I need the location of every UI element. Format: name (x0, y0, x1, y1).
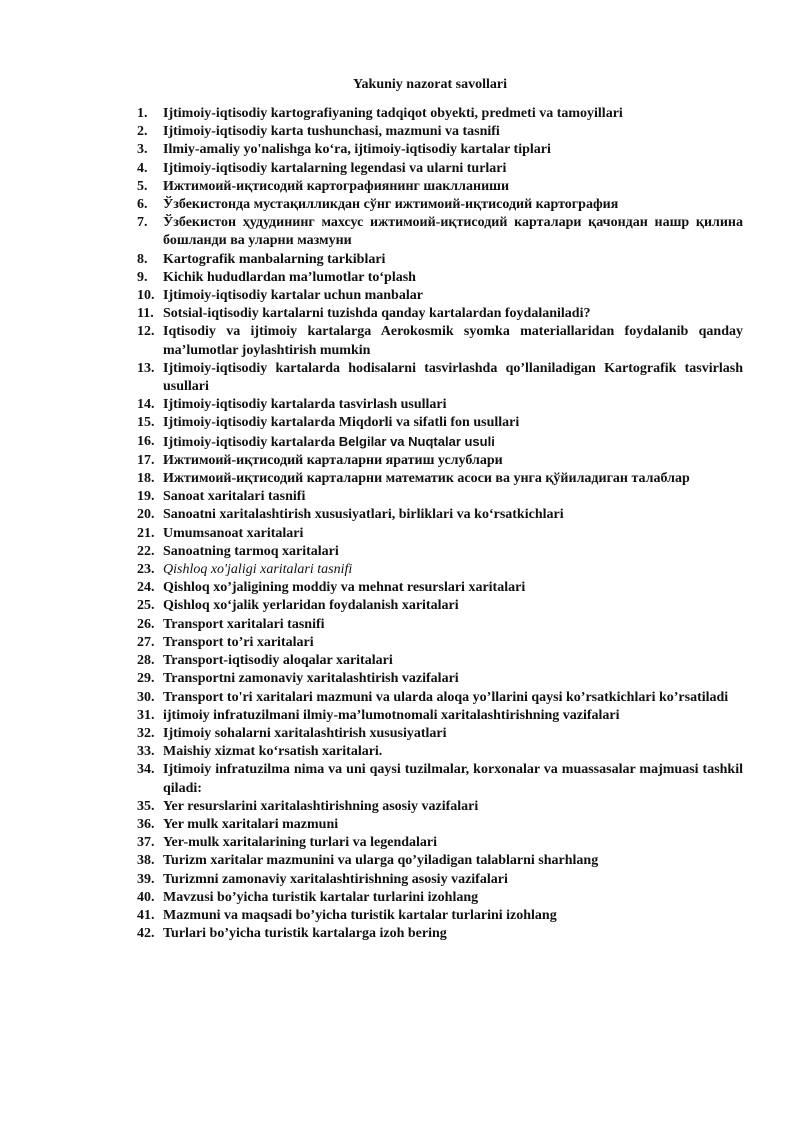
question-text-main: Ижтимоий-иқтисодий карталарни математик асоси ва унга қўйиладиган талаблар (163, 471, 690, 487)
question-text-main: Ijtimoiy-iqtisodiy kartalarda hodisalarni tasvirlashda qo’llaniladigan Kartografik tasvirlash usullari (163, 360, 743, 395)
question-number: 24. (137, 580, 155, 596)
question-number: 36. (137, 816, 155, 832)
question-number: 8. (137, 251, 148, 267)
question-text (163, 761, 743, 797)
question-number: 1. (137, 106, 148, 121)
question-number: 7. (137, 215, 148, 231)
list-item (137, 160, 743, 178)
question-text (163, 707, 743, 725)
question-text (163, 561, 743, 579)
list-item (137, 196, 743, 214)
question-text-main: Ijtimoiy-iqtisodiy kartalarda tasvirlash usullari (163, 397, 447, 413)
question-number: 16. (137, 433, 155, 449)
list-item (137, 725, 743, 743)
list-item (137, 652, 743, 670)
question-text-main: Maishiy xizmat ko‘rsatish xaritalari. (163, 744, 383, 760)
question-text-main: Ijtimoiy-iqtisodiy kartalarning legendasi va ularni turlari (163, 160, 507, 176)
page-title: Yakuniy nazorat savollari (352, 77, 507, 92)
question-text-main: Kichik hududlardan ma’lumotlar to‘plash (163, 269, 416, 285)
list-item (137, 269, 743, 287)
question-text-main: Sotsial-iqtisodiy kartalarni tuzishda qanday kartalardan foydalaniladi? (163, 306, 591, 322)
question-number: 31. (137, 707, 155, 723)
question-number: 9. (137, 269, 148, 285)
question-number: 2. (137, 124, 148, 140)
question-text (163, 287, 743, 305)
question-number: 37. (137, 835, 155, 851)
question-number: 23. (137, 562, 155, 578)
question-text-main: Yer resurslarini xaritalashtirishning asosiy vazifalari (163, 798, 479, 814)
question-text-main: Turlari bo’yicha turistik kartalarga izoh bering (163, 926, 447, 942)
question-text (163, 141, 743, 159)
list-item (137, 852, 743, 870)
list-item (137, 579, 743, 597)
question-text-main: Transportni zamonaviy xaritalashtirish vazifalari (163, 671, 459, 687)
question-text-main: Transport to’ri xaritalari (163, 634, 314, 650)
question-number: 12. (137, 324, 155, 340)
list-item (137, 396, 743, 414)
question-number: 14. (137, 397, 155, 413)
question-number: 22. (137, 543, 155, 559)
question-number: 29. (137, 671, 155, 687)
list-item (137, 616, 743, 634)
question-number: 4. (137, 160, 148, 176)
question-text (163, 506, 743, 524)
question-text-main: Ijtimoiy sohalarni xaritalashtirish xususiyatlari (163, 725, 447, 741)
question-text (163, 160, 743, 178)
question-number: 25. (137, 598, 155, 614)
question-text (163, 689, 743, 707)
question-text (163, 907, 743, 925)
list-item (137, 214, 743, 250)
question-text (163, 433, 743, 452)
question-text-main: Yer-mulk xaritalarining turlari va legendalari (163, 835, 438, 851)
question-text (163, 616, 743, 634)
list-item (137, 305, 743, 323)
question-text (163, 525, 743, 543)
question-text-main: Sanoatning tarmoq xaritalari (163, 543, 339, 559)
question-number: 17. (137, 452, 155, 468)
list-item (137, 634, 743, 652)
question-text (163, 798, 743, 816)
question-text (163, 360, 743, 396)
list-item (137, 287, 743, 305)
list-item (137, 925, 743, 943)
question-text-main: Ижтимоий-иқтисодий картографиянинг шаклланиши (163, 178, 510, 194)
question-text (163, 178, 743, 196)
question-text-main: Yer mulk xaritalari mazmuni (163, 816, 339, 832)
list-item (137, 506, 743, 524)
question-number: 11. (137, 306, 154, 322)
question-text-main: ijtimoiy infratuzilmani ilmiy-ma’lumotnomali xaritalashtirishning vazifalari (163, 707, 620, 723)
question-number: 20. (137, 507, 155, 523)
question-text-main: Kartografik manbalarning tarkiblari (163, 251, 386, 267)
question-text-main: Iqtisodiy va ijtimoiy kartalarga Aerokosmik syomka materiallaridan foydalanib qanday ma’lumotlar joylashtirish mumkin (163, 324, 743, 358)
question-number: 5. (137, 178, 148, 194)
list-item (137, 141, 743, 159)
question-number: 15. (137, 415, 155, 431)
question-text (163, 871, 743, 889)
question-text (163, 670, 743, 688)
list-item (137, 178, 743, 196)
list-item (137, 907, 743, 925)
question-text-main: Transport to'ri xaritalari mazmuni va ularda aloqa yo’llarini qaysi ko’rsatkichlari ko’rsatiladi (163, 689, 729, 705)
question-text-main: Turizmni zamonaviy xaritalashtirishning asosiy vazifalari (163, 871, 508, 887)
question-number: 35. (137, 798, 155, 814)
question-number: 26. (137, 616, 155, 632)
question-text-main: Ijtimoiy infratuzilma nima va uni qaysi tuzilmalar, korxonalar va muassasalar majmuasi tashkil qiladi: (163, 762, 743, 796)
question-number: 33. (137, 744, 155, 760)
list-item (137, 251, 743, 269)
question-text (163, 452, 743, 470)
question-text (163, 251, 743, 269)
question-text (163, 323, 743, 359)
question-text (163, 852, 743, 870)
question-text (163, 269, 743, 287)
list-item (137, 123, 743, 141)
question-number: 34. (137, 762, 155, 778)
question-number: 21. (137, 525, 155, 541)
list-item (137, 707, 743, 725)
question-text (163, 597, 743, 615)
questions-list (137, 105, 743, 943)
question-number: 32. (137, 725, 155, 741)
list-item (137, 470, 743, 488)
question-number: 38. (137, 853, 155, 869)
list-item (137, 433, 743, 452)
question-number: 42. (137, 926, 155, 942)
question-text (163, 105, 743, 123)
question-number: 30. (137, 689, 155, 705)
list-item (137, 597, 743, 615)
question-text (163, 889, 743, 907)
question-text (163, 414, 743, 432)
list-item (137, 561, 743, 579)
question-text (163, 725, 743, 743)
list-item (137, 743, 743, 761)
question-text (163, 123, 743, 141)
question-text-main: Turizm xaritalar mazmunini va ularga qo’yiladigan talablarni sharhlang (163, 853, 599, 869)
question-number: 13. (137, 360, 155, 376)
list-item (137, 452, 743, 470)
question-text-main: Qishloq xo‘jalik yerlaridan foydalanish xaritalari (163, 598, 459, 614)
question-text (163, 652, 743, 670)
list-item (137, 543, 743, 561)
question-text (163, 634, 743, 652)
question-text-main: Qishloq xo'jaligi xaritalari tasnifi (163, 562, 353, 578)
question-text (163, 579, 743, 597)
list-item (137, 816, 743, 834)
question-text-main: Ijtimoiy-iqtisodiy kartalar uchun manbalar (163, 288, 423, 304)
question-number: 18. (137, 471, 155, 487)
list-item (137, 323, 743, 359)
question-text (163, 488, 743, 506)
question-text-sans: Belgilar va Nuqtalar usuli (338, 433, 495, 449)
question-number: 6. (137, 197, 148, 213)
list-item (137, 525, 743, 543)
question-text (163, 470, 743, 488)
question-text-main: Sanoat xaritalari tasnifi (163, 489, 306, 505)
question-text-main: Transport-iqtisodiy aloqalar xaritalari (163, 653, 393, 669)
question-text (163, 816, 743, 834)
list-item (137, 871, 743, 889)
question-text-main: Ilmiy-amaliy yo'nalishga ko‘ra, ijtimoiy-iqtisodiy kartalar tiplari (163, 142, 551, 158)
question-number: 39. (137, 871, 155, 887)
question-text-main: Umumsanoat xaritalari (163, 525, 304, 541)
question-number: 3. (137, 142, 148, 158)
question-text-main: Mazmuni va maqsadi bo’yicha turistik kartalar turlarini izohlang (163, 907, 557, 923)
question-number: 10. (137, 288, 155, 304)
question-number: 41. (137, 907, 155, 923)
question-text (163, 834, 743, 852)
list-item (137, 488, 743, 506)
question-text-main: Ijtimoiy-iqtisodiy kartalarda Miqdorli va sifatli fon usullari (163, 415, 520, 431)
question-text (163, 196, 743, 214)
question-text-main: Transport xaritalari tasnifi (163, 616, 325, 632)
question-text (163, 925, 743, 943)
question-text (163, 543, 743, 561)
list-item (137, 105, 743, 123)
question-number: 28. (137, 653, 155, 669)
list-item (137, 889, 743, 907)
question-text (163, 214, 743, 250)
question-text-main: Qishloq xo’jaligining moddiy va mehnat resurslari xaritalari (163, 580, 526, 596)
question-text-main: Ўзбекистон ҳудудининг махсус ижтимоий-иқтисодий карталари қачондан нашр қилина бошланди ва уларни мазмуни (163, 215, 743, 249)
question-number: 19. (137, 489, 155, 505)
question-text-main: Ўзбекистонда мустақилликдан сўнг ижтимоий-иқтисодий картография (163, 197, 619, 213)
question-text-main: Mavzusi bo’yicha turistik kartalar turlarini izohlang (163, 889, 479, 905)
question-text-main: Ijtimoiy-iqtisodiy kartalarda (163, 434, 339, 450)
list-item (137, 834, 743, 852)
question-text-main: Ijtimoiy-iqtisodiy kartografiyaning tadqiqot obyekti, predmeti va tamoyillari (163, 106, 623, 121)
question-text (163, 396, 743, 414)
question-text-main: Sanoatni xaritalashtirish xususiyatlari, birliklari va ko‘rsatkichlari (163, 507, 564, 523)
question-text-main: Ijtimoiy-iqtisodiy karta tushunchasi, mazmuni va tasnifi (163, 124, 500, 140)
list-item (137, 414, 743, 432)
question-text (163, 743, 743, 761)
question-number: 40. (137, 889, 155, 905)
list-item (137, 360, 743, 396)
list-item (137, 798, 743, 816)
list-item (137, 689, 743, 707)
question-text-main: Ижтимоий-иқтисодий карталарни яратиш услублари (163, 452, 503, 468)
question-number: 27. (137, 634, 155, 650)
question-text (163, 305, 743, 323)
list-item (137, 670, 743, 688)
list-item (137, 761, 743, 797)
